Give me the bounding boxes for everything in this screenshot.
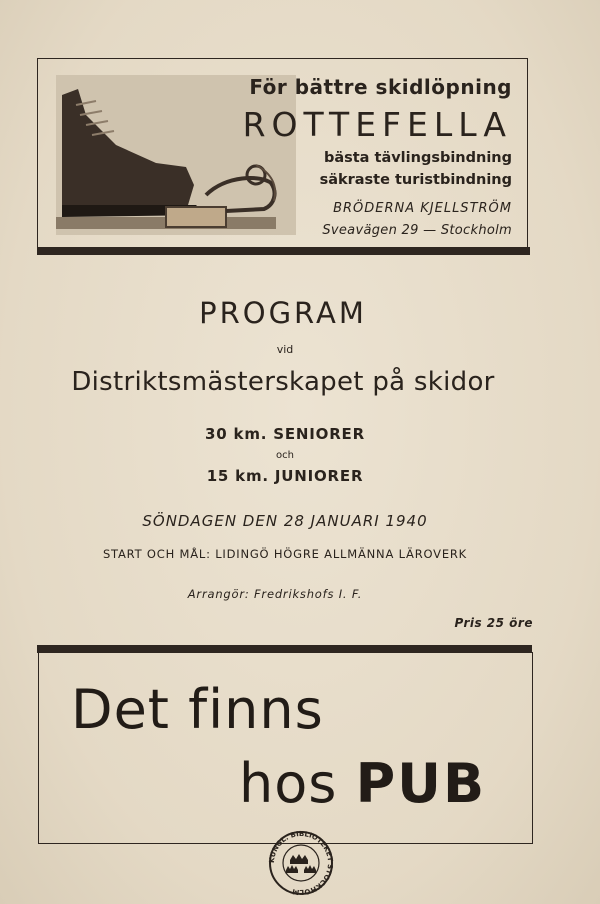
class-seniors: 30 km. SENIORER <box>205 425 365 443</box>
ad-headline: För bättre skidlöpning <box>249 75 512 99</box>
top-advertisement <box>37 58 528 248</box>
slogan-prefix: hos <box>239 752 356 815</box>
class-juniors: 15 km. JUNIORER <box>206 467 364 485</box>
bottom-advertisement <box>38 652 533 844</box>
organizer: Arrangör: Fredrikshofs I. F. <box>187 587 363 601</box>
slogan-line-1: Det finns <box>71 678 324 741</box>
feature-line-1: bästa tävlingsbindning <box>323 150 512 166</box>
event-date: SÖNDAGEN DEN 28 JANUARI 1940 <box>142 512 428 530</box>
price-label: Pris 25 öre <box>454 616 533 630</box>
top-ad-rule <box>37 247 530 255</box>
start-finish-location: START OCH MÅL: LIDINGÖ HÖGRE ALLMÄNNA LÄROVERK <box>102 547 468 561</box>
slogan-brand: PUB <box>355 752 487 815</box>
stamp-text: KUNGL. BIBLIOTEKET STOCKHOLM <box>267 829 335 897</box>
class-connector: och <box>276 450 294 461</box>
program-heading: PROGRAM <box>199 296 367 330</box>
company-address: Sveavägen 29 — Stockholm <box>322 223 512 238</box>
company-name: BRÖDERNA KJELLSTRÖM <box>333 201 512 216</box>
event-title: Distriktsmästerskapet på skidor <box>71 367 495 397</box>
library-seal-icon <box>266 828 336 898</box>
program-connector: vid <box>276 343 294 356</box>
ski-boot-binding-icon <box>56 75 296 235</box>
feature-line-2: säkraste turistbindning <box>319 172 512 188</box>
brand-name: ROTTEFELLA <box>242 105 512 144</box>
slogan-line-2 <box>239 752 486 815</box>
